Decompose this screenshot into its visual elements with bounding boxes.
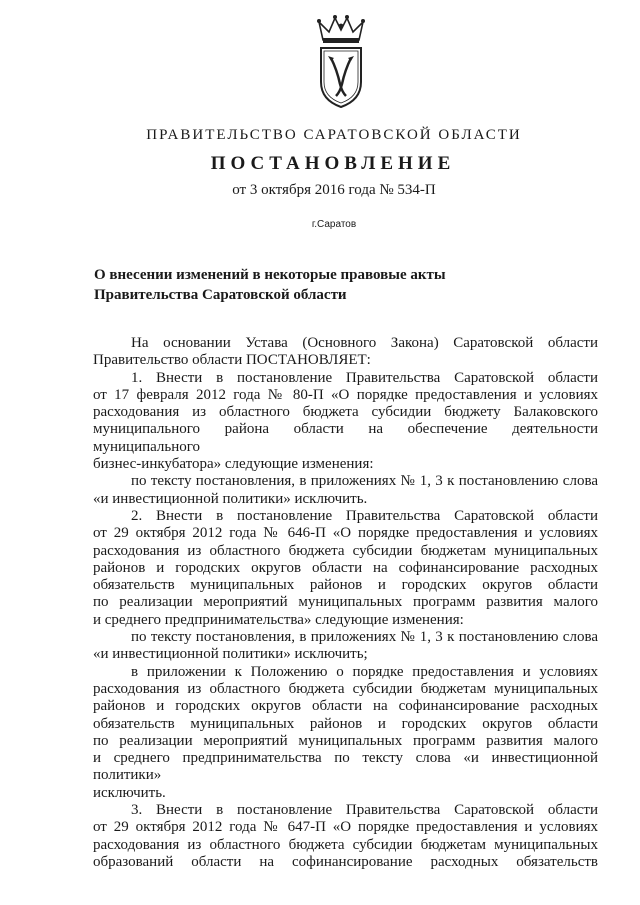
subject-line: О внесении изменений в некоторые правовые акты: [94, 267, 446, 283]
body-line: «и инвестиционной политики» исключить.: [93, 490, 368, 507]
decree-body: [93, 335, 598, 871]
document-type-title: ПОСТАНОВЛЕНИЕ: [210, 153, 456, 174]
body-line: расходования из областного бюджета субсидии бюджетам муниципальных: [93, 836, 598, 853]
body-line: и среднего предпринимательства» следующие изменения:: [93, 611, 464, 628]
body-line: районов и городских округов области на софинансирование расходных: [93, 559, 598, 576]
body-line: по тексту постановления, в приложениях № 1, 3 к постановлению слова: [131, 629, 598, 646]
body-line: 1. Внести в постановление Правительства Саратовской области: [131, 369, 598, 386]
body-line: 2. Внести в постановление Правительства Саратовской области: [131, 507, 598, 524]
body-line: расходования из областного бюджета субсидии бюджету Балаковского: [93, 404, 598, 421]
body-line: Правительство области ПОСТАНОВЛЯЕТ:: [93, 352, 371, 369]
body-line: расходования из областного бюджета субсидии бюджетам муниципальных: [93, 680, 598, 697]
body-line: расходования из областного бюджета субсидии бюджетам муниципальных: [93, 542, 598, 559]
body-line: районов и городских округов области на софинансирование расходных: [93, 698, 598, 715]
body-line: обязательств муниципальных районов и городских округов области: [93, 715, 598, 732]
body-line: по реализации мероприятий муниципальных программ развития малого: [93, 594, 598, 611]
body-line: образований области на софинансирование расходных обязательств: [93, 853, 598, 870]
body-line: по тексту постановления, в приложениях № 1, 3 к постановлению слова: [131, 473, 598, 490]
body-line: «и инвестиционной политики» исключить;: [93, 646, 368, 663]
subject-line: Правительства Саратовской области: [94, 287, 347, 303]
body-line: от 29 октября 2012 года № 647-П «О порядке предоставления и условиях: [93, 819, 598, 836]
body-line: 3. Внести в постановление Правительства Саратовской области: [131, 802, 598, 819]
body-line: от 29 октября 2012 года № 646-П «О порядке предоставления и условиях: [93, 525, 598, 542]
city-name: г.Саратов: [311, 219, 357, 230]
body-line: от 17 февраля 2012 года № 80-П «О порядке предоставления и условиях: [93, 386, 598, 403]
body-line: и среднего предпринимательства по тексту слова «и инвестиционной политики»: [93, 750, 598, 784]
coat-of-arms-emblem: [313, 12, 369, 110]
body-line: по реализации мероприятий муниципальных программ развития малого: [93, 732, 598, 749]
body-line: обязательств муниципальных районов и городских округов области: [93, 577, 598, 594]
body-line: На основании Устава (Основного Закона) Саратовской области: [131, 335, 598, 351]
body-line: муниципального района области на обеспечение деятельности муниципального: [93, 421, 598, 455]
body-line: в приложении к Положению о порядке предоставления и условиях: [131, 663, 598, 680]
decree-date-number: от 3 октября 2016 года № 534-П: [232, 182, 436, 198]
decree-subject: [94, 265, 514, 305]
body-line: бизнес-инкубатора» следующие изменения:: [93, 456, 374, 473]
government-name: ПРАВИТЕЛЬСТВО САРАТОВСКОЙ ОБЛАСТИ: [146, 127, 522, 143]
body-line: исключить.: [93, 784, 166, 801]
